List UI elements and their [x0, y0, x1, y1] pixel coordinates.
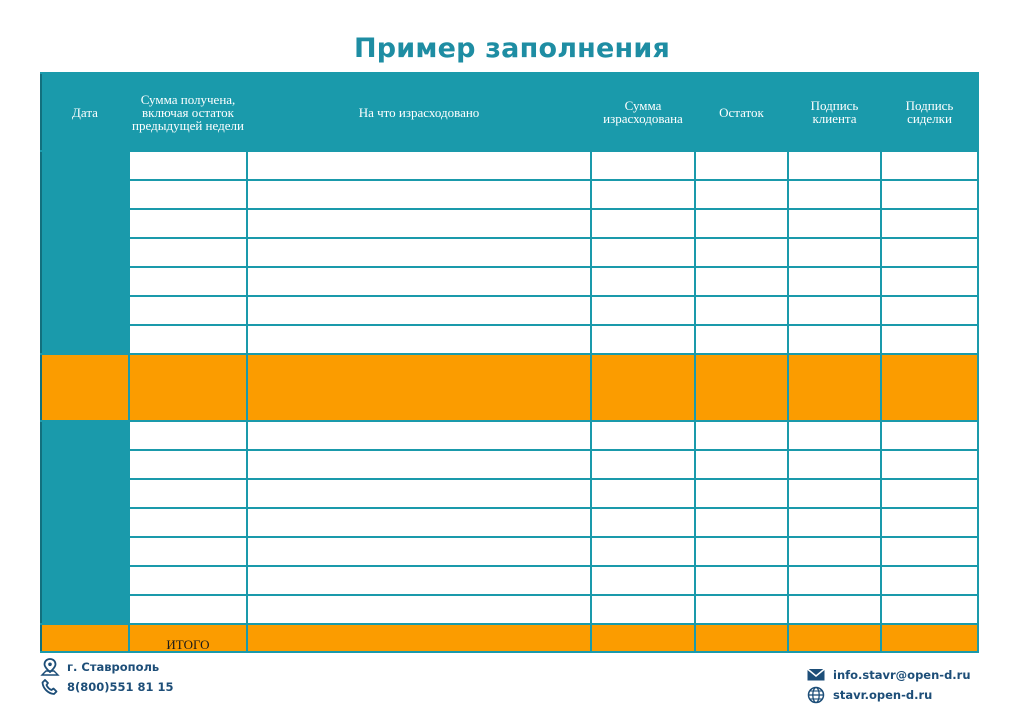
table-cell[interactable] — [247, 267, 591, 296]
total-cell[interactable] — [591, 624, 695, 652]
table-cell[interactable] — [881, 421, 978, 450]
table-cell[interactable] — [695, 508, 788, 537]
table-cell[interactable] — [591, 267, 695, 296]
date-cell[interactable] — [41, 151, 129, 354]
header-client-signature: Подпись клиента — [788, 73, 881, 151]
table-cell[interactable] — [881, 238, 978, 267]
globe-icon — [806, 686, 826, 704]
table-cell[interactable] — [788, 450, 881, 479]
table-cell[interactable] — [881, 296, 978, 325]
table-cell[interactable] — [881, 325, 978, 354]
table-cell[interactable] — [881, 209, 978, 238]
table-row — [41, 151, 978, 180]
footer-phone — [40, 677, 174, 697]
header-balance: Остаток — [695, 73, 788, 151]
table-cell[interactable] — [129, 508, 247, 537]
table-cell[interactable] — [247, 421, 591, 450]
city-text: г. Ставрополь — [67, 660, 160, 674]
footer-website — [806, 685, 971, 705]
total-cell[interactable] — [695, 624, 788, 652]
table-cell[interactable] — [591, 566, 695, 595]
table-cell[interactable] — [591, 325, 695, 354]
date-cell[interactable] — [41, 421, 129, 624]
subtotal-cell[interactable] — [788, 354, 881, 421]
table-row — [41, 595, 978, 624]
subtotal-cell[interactable] — [881, 354, 978, 421]
table-row — [41, 238, 978, 267]
table-cell[interactable] — [247, 180, 591, 209]
table-cell[interactable] — [788, 209, 881, 238]
table-cell[interactable] — [129, 209, 247, 238]
phone-link[interactable]: 8(800)551 81 15 — [67, 680, 174, 694]
table-cell[interactable] — [591, 421, 695, 450]
table-cell[interactable] — [247, 296, 591, 325]
table-cell[interactable] — [247, 508, 591, 537]
table-cell[interactable] — [695, 450, 788, 479]
table-row — [41, 537, 978, 566]
table-cell[interactable] — [788, 151, 881, 180]
table-cell[interactable] — [591, 450, 695, 479]
table-cell[interactable] — [788, 508, 881, 537]
table-cell[interactable] — [695, 479, 788, 508]
table-cell[interactable] — [881, 566, 978, 595]
header-date: Дата — [41, 73, 129, 151]
table-row — [41, 325, 978, 354]
table-cell[interactable] — [788, 421, 881, 450]
table-cell[interactable] — [695, 238, 788, 267]
table-cell[interactable] — [788, 238, 881, 267]
table-cell[interactable] — [788, 479, 881, 508]
table-row — [41, 296, 978, 325]
table-cell[interactable] — [881, 450, 978, 479]
page-title: Пример заполнения — [353, 33, 671, 64]
table-cell[interactable] — [129, 450, 247, 479]
footer-right — [806, 665, 971, 705]
table-cell[interactable] — [695, 151, 788, 180]
subtotal-cell[interactable] — [695, 354, 788, 421]
table-cell[interactable] — [247, 537, 591, 566]
table-cell[interactable] — [881, 180, 978, 209]
table-cell[interactable] — [247, 566, 591, 595]
header-spent-on: На что израсходовано — [247, 73, 591, 151]
table-cell[interactable] — [129, 595, 247, 624]
email-link[interactable]: info.stavr@open-d.ru — [833, 668, 971, 682]
table-cell[interactable] — [788, 296, 881, 325]
table-cell[interactable] — [129, 267, 247, 296]
table-row — [41, 267, 978, 296]
website-link[interactable]: stavr.open-d.ru — [833, 688, 933, 702]
table-cell[interactable] — [247, 238, 591, 267]
table-cell[interactable] — [591, 151, 695, 180]
table-cell[interactable] — [129, 238, 247, 267]
table-cell[interactable] — [591, 238, 695, 267]
total-cell[interactable] — [41, 624, 129, 652]
table-row — [41, 566, 978, 595]
expense-table — [40, 72, 979, 653]
table-row — [41, 180, 978, 209]
table-cell[interactable] — [881, 479, 978, 508]
table-cell[interactable] — [881, 537, 978, 566]
subtotal-cell[interactable] — [247, 354, 591, 421]
table-cell[interactable] — [695, 180, 788, 209]
table-cell[interactable] — [591, 508, 695, 537]
table-cell[interactable] — [591, 180, 695, 209]
subtotal-cell[interactable] — [591, 354, 695, 421]
footer-city — [40, 657, 174, 677]
total-cell[interactable] — [247, 624, 591, 652]
table-cell[interactable] — [695, 325, 788, 354]
header-amount-spent: Сумма израсходована — [591, 73, 695, 151]
table-cell[interactable] — [695, 296, 788, 325]
subtotal-row — [41, 354, 978, 421]
table-cell[interactable] — [788, 595, 881, 624]
table-cell[interactable] — [881, 267, 978, 296]
table-cell[interactable] — [129, 296, 247, 325]
table-cell[interactable] — [695, 595, 788, 624]
table-cell[interactable] — [247, 450, 591, 479]
header-row — [41, 73, 978, 151]
table-cell[interactable] — [129, 151, 247, 180]
location-pin-icon — [40, 658, 60, 676]
table-row — [41, 209, 978, 238]
table-cell[interactable] — [591, 537, 695, 566]
footer-email — [806, 665, 971, 685]
table-cell[interactable] — [695, 267, 788, 296]
table-cell[interactable] — [788, 537, 881, 566]
table-cell[interactable] — [695, 537, 788, 566]
table-row — [41, 421, 978, 450]
header-caregiver-signature: Подпись сиделки — [881, 73, 978, 151]
total-cell[interactable] — [881, 624, 978, 652]
table-cell[interactable] — [881, 508, 978, 537]
table-cell[interactable] — [788, 180, 881, 209]
table-cell[interactable] — [591, 209, 695, 238]
table-cell[interactable] — [881, 151, 978, 180]
table-cell[interactable] — [247, 325, 591, 354]
table-cell[interactable] — [129, 537, 247, 566]
table-cell[interactable] — [129, 325, 247, 354]
table-cell[interactable] — [591, 479, 695, 508]
table-cell[interactable] — [591, 595, 695, 624]
footer-left — [40, 657, 174, 697]
table-cell[interactable] — [129, 566, 247, 595]
table-cell[interactable] — [695, 209, 788, 238]
table-cell[interactable] — [695, 566, 788, 595]
table-cell[interactable] — [788, 566, 881, 595]
table-cell[interactable] — [881, 595, 978, 624]
table-cell[interactable] — [788, 325, 881, 354]
table-cell[interactable] — [591, 296, 695, 325]
subtotal-cell[interactable] — [41, 354, 129, 421]
total-cell[interactable] — [788, 624, 881, 652]
header-amount-received: Сумма получена, включая остаток предыдущей недели — [129, 73, 247, 151]
phone-icon — [40, 678, 60, 696]
table-cell[interactable] — [247, 209, 591, 238]
table-cell[interactable] — [129, 421, 247, 450]
table-cell[interactable] — [788, 267, 881, 296]
table-cell[interactable] — [695, 421, 788, 450]
envelope-icon — [806, 666, 826, 684]
table-cell[interactable] — [247, 479, 591, 508]
table-cell[interactable] — [129, 479, 247, 508]
table-row — [41, 508, 978, 537]
table-row — [41, 450, 978, 479]
table-cell[interactable] — [247, 151, 591, 180]
total-label: ИТОГО — [129, 624, 247, 652]
table-cell[interactable] — [247, 595, 591, 624]
table-row — [41, 479, 978, 508]
table-cell[interactable] — [129, 180, 247, 209]
subtotal-cell[interactable] — [129, 354, 247, 421]
total-row — [41, 624, 978, 652]
